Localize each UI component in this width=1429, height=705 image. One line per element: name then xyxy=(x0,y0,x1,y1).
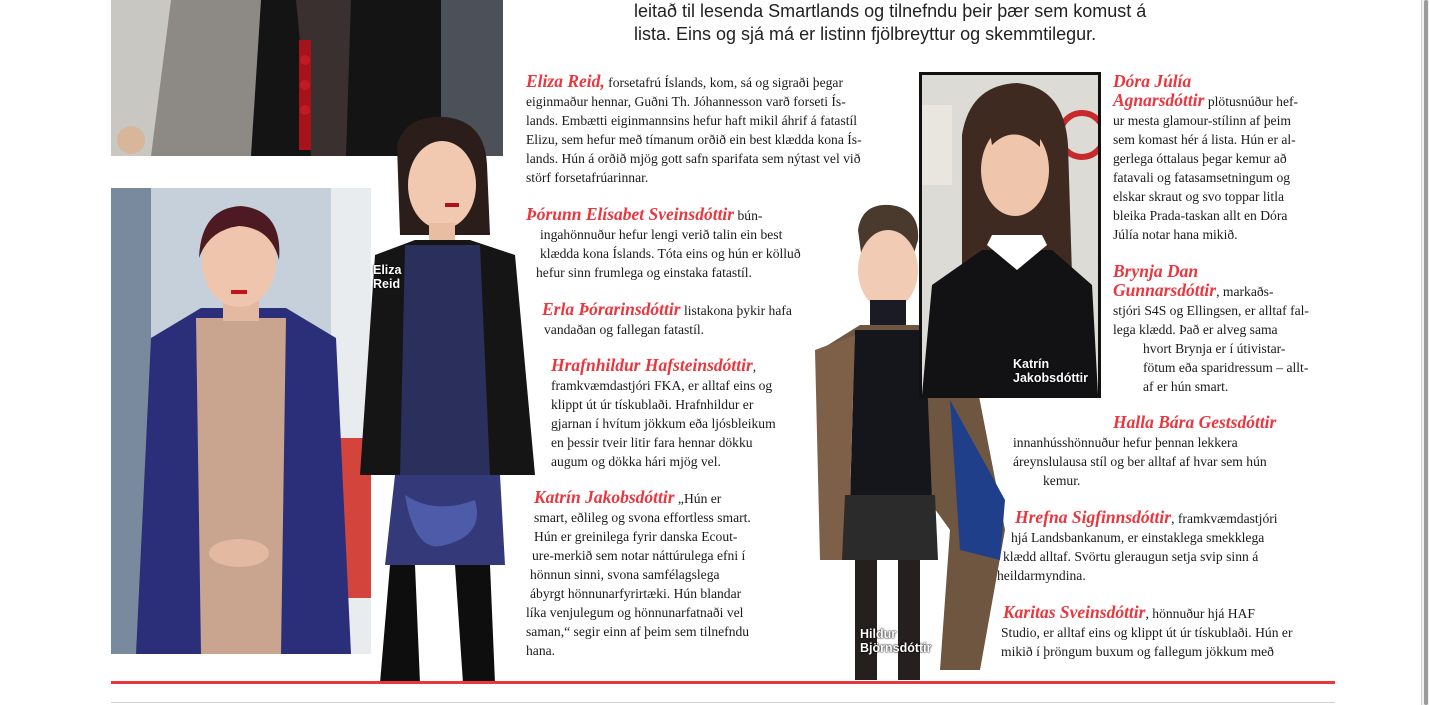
entry-text-line: augum og dökka hári mjög vel. xyxy=(551,454,721,469)
entry-text-line: hjá Landsbankanum, er einstaklega smekklega xyxy=(1011,530,1265,545)
entry-text-line: listakona þykir hafa xyxy=(680,303,792,318)
entry-hrefna-sigfinnsdottir xyxy=(997,508,1278,585)
entry-thorunn-elisabet xyxy=(526,205,801,282)
entry-name: Hrefna Sigfinnsdóttir xyxy=(1015,507,1172,527)
entry-text-line: ábyrgt hönnunarfyrirtæki. Hún blandar xyxy=(530,586,742,601)
entry-text-line: lega klædd. Það er alveg sama xyxy=(1113,322,1278,337)
entry-name: Brynja Dan xyxy=(1113,261,1199,281)
entry-text-line: en þessir tveir litir fara hennar dökku xyxy=(551,435,753,450)
entry-text-line: , xyxy=(752,359,757,374)
katrin-photo-graphic xyxy=(922,75,1098,395)
entry-name: Þórunn Elísabet Sveinsdóttir xyxy=(526,204,735,224)
entry-text-line: bleika Prada-taskan allt en Dóra xyxy=(1113,208,1288,223)
caption-katrin-jakobsdottir xyxy=(1013,357,1088,385)
entry-halla-bara xyxy=(1013,413,1276,490)
entry-name-line2: Gunnarsdóttir xyxy=(1113,280,1217,300)
entry-text-line: , markaðs- xyxy=(1216,284,1274,299)
entry-text-line: klædd alltaf. Svörtu gleraugun setja svip sinn á xyxy=(1003,549,1259,564)
entry-text-line: elskar skraut og svo toppar litla xyxy=(1113,189,1285,204)
bottom-grey-rule xyxy=(111,702,1335,703)
intro-text xyxy=(634,0,1194,46)
entry-text-line: „Hún er xyxy=(674,491,722,506)
intro-line-1: leitað til lesenda Smartlands og tilnefndu þeir þær sem komust á xyxy=(634,1,1147,21)
entry-erla-thorarinsdottir xyxy=(542,300,792,339)
entry-text-line: smart, eðlileg og svona effortless smart. xyxy=(534,510,751,525)
entry-text-line: ur mesta glamour-stílinn af þeim xyxy=(1113,113,1291,128)
eliza-reid-figure xyxy=(345,115,540,683)
entry-text-line: forsetafrú Íslands, kom, sá og sigraði þegar xyxy=(604,75,843,90)
entry-text-line: ure-merkið sem notar náttúrulega efni í xyxy=(532,548,746,563)
entry-text-line: gerlega óttalaus þegar kemur að xyxy=(1113,151,1287,166)
entry-text-line: fatavali og fatasamsetningum og xyxy=(1113,170,1291,185)
caption-katrin-line2: Jakobsdóttir xyxy=(1013,371,1089,385)
entry-text-line: kemur. xyxy=(1043,473,1081,488)
caption-hildur-line2: Björnsdóttir xyxy=(860,641,932,655)
entry-text-line: lands. Embætti eiginmannsins hefur haft mikil áhrif á fatastíl xyxy=(526,113,858,128)
entry-text-line: Studio, er alltaf eins og klippt út úr tískublaði. Hún er xyxy=(1001,625,1293,640)
entry-text-line: hana. xyxy=(526,643,556,658)
entry-text-line: gjarnan í hvítum jökkum eða ljósbleikum xyxy=(551,416,776,431)
entry-text-line: vandaðan og fallegan fatastíl. xyxy=(544,322,705,337)
scrollbar-thumb[interactable] xyxy=(1424,0,1428,705)
entry-text-line: ingahönnuður hefur lengi verið talin ein best xyxy=(540,227,783,242)
entry-text-line: störf forsetafrúarinnar. xyxy=(526,170,649,185)
entry-text-line: Hún er greinilega fyrir danska Ecout- xyxy=(534,529,738,544)
entry-name: Dóra Júlía xyxy=(1113,71,1192,91)
entry-text-line: Elizu, sem hefur með tímanum orðið ein best klædda kona Ís- xyxy=(526,132,862,147)
vertical-scrollbar[interactable] xyxy=(1421,0,1429,705)
eliza-figure-graphic xyxy=(345,115,540,683)
entry-text-line: hefur sinn frumlega og einstaka fatastíl. xyxy=(536,265,752,280)
entry-text-line: , hönnuður hjá HAF xyxy=(1145,606,1255,621)
caption-eliza-line2: Reid xyxy=(373,277,401,291)
entry-text-line: stjóri S4S og Ellingsen, er alltaf fal- xyxy=(1113,303,1309,318)
entry-name-line2: Agnarsdóttir xyxy=(1113,90,1205,110)
entry-text-line: heildarmyndina. xyxy=(997,568,1086,583)
entry-name: Katrín Jakobsdóttir xyxy=(534,487,675,507)
bottom-red-rule xyxy=(111,681,1335,684)
caption-eliza-line1: Eliza xyxy=(373,263,402,277)
caption-eliza-reid xyxy=(373,263,402,291)
intro-line-2: lista. Eins og sjá má er listinn fjölbreyttur og skemmtilegur. xyxy=(634,24,1097,44)
entry-text-line: , framkvæmdastjóri xyxy=(1171,511,1278,526)
entry-brynja-dan xyxy=(1113,262,1309,396)
entry-text-line: hvort Brynja er í útivistar- xyxy=(1143,341,1286,356)
entry-text-line: fötum eða sparidressum – allt- xyxy=(1143,360,1309,375)
caption-hildur-bjornsdottir xyxy=(860,627,932,655)
entry-name: Halla Bára Gestsdóttir xyxy=(1113,412,1277,432)
entry-text-line: lands. Hún á orðið mjög gott safn sparifata sem nýtast vel við xyxy=(526,151,861,166)
caption-katrin-line1: Katrín xyxy=(1013,357,1050,371)
entry-name: Eliza Reid, xyxy=(526,71,605,91)
entry-text-line: áreynslulausa stíl og ber alltaf af hvar sem hún xyxy=(1013,454,1267,469)
portrait-left-graphic xyxy=(111,188,371,654)
entry-text-line: klædda kona Íslands. Tóta eins og hún er kölluð xyxy=(540,246,801,261)
entry-karitas-sveinsdottir xyxy=(1001,603,1292,661)
entry-text-line: mikið í þröngum buxum og fallegum jökkum með xyxy=(1001,644,1274,659)
entry-name: Karitas Sveinsdóttir xyxy=(1003,602,1146,622)
entry-name: Erla Þórarinsdóttir xyxy=(542,299,681,319)
entry-text-line: hönnun sinni, svona samfélagslega xyxy=(530,567,720,582)
entry-katrin-jakobsdottir xyxy=(526,488,751,660)
entry-text-line: bún- xyxy=(734,208,763,223)
entry-text-line: Júlía notar hana mikið. xyxy=(1113,227,1238,242)
entry-eliza-reid xyxy=(526,72,862,187)
entry-text-line: framkvæmdastjóri FKA, er alltaf eins og xyxy=(551,378,773,393)
entry-text-line: eiginmaður hennar, Guðni Th. Jóhannesson varð forseti Ís- xyxy=(526,94,846,109)
entry-text-line: innanhússhönnuður hefur þennan lekkera xyxy=(1013,435,1238,450)
entry-text-line: líka venjulegum og hönnunarfatnaði vel xyxy=(526,605,744,620)
entry-name: Hrafnhildur Hafsteinsdóttir xyxy=(551,355,753,375)
caption-hildur-line1: Hildur xyxy=(860,627,897,641)
entry-hrafnhildur xyxy=(551,356,776,471)
katrin-jakobsdottir-photo xyxy=(919,72,1101,398)
entry-text-line: af er hún smart. xyxy=(1143,379,1229,394)
entry-text-line: klippt út úr tískublaði. Hrafnhildur er xyxy=(551,397,754,412)
portrait-photo-left xyxy=(111,188,371,654)
entry-text-line: saman,“ segir einn af þeim sem tilnefndu xyxy=(526,624,750,639)
entry-text-line: sem komast hér á lista. Hún er al- xyxy=(1113,132,1296,147)
entry-dora-julia xyxy=(1113,72,1298,244)
entry-text-line: plötusnúður hef- xyxy=(1204,94,1299,109)
